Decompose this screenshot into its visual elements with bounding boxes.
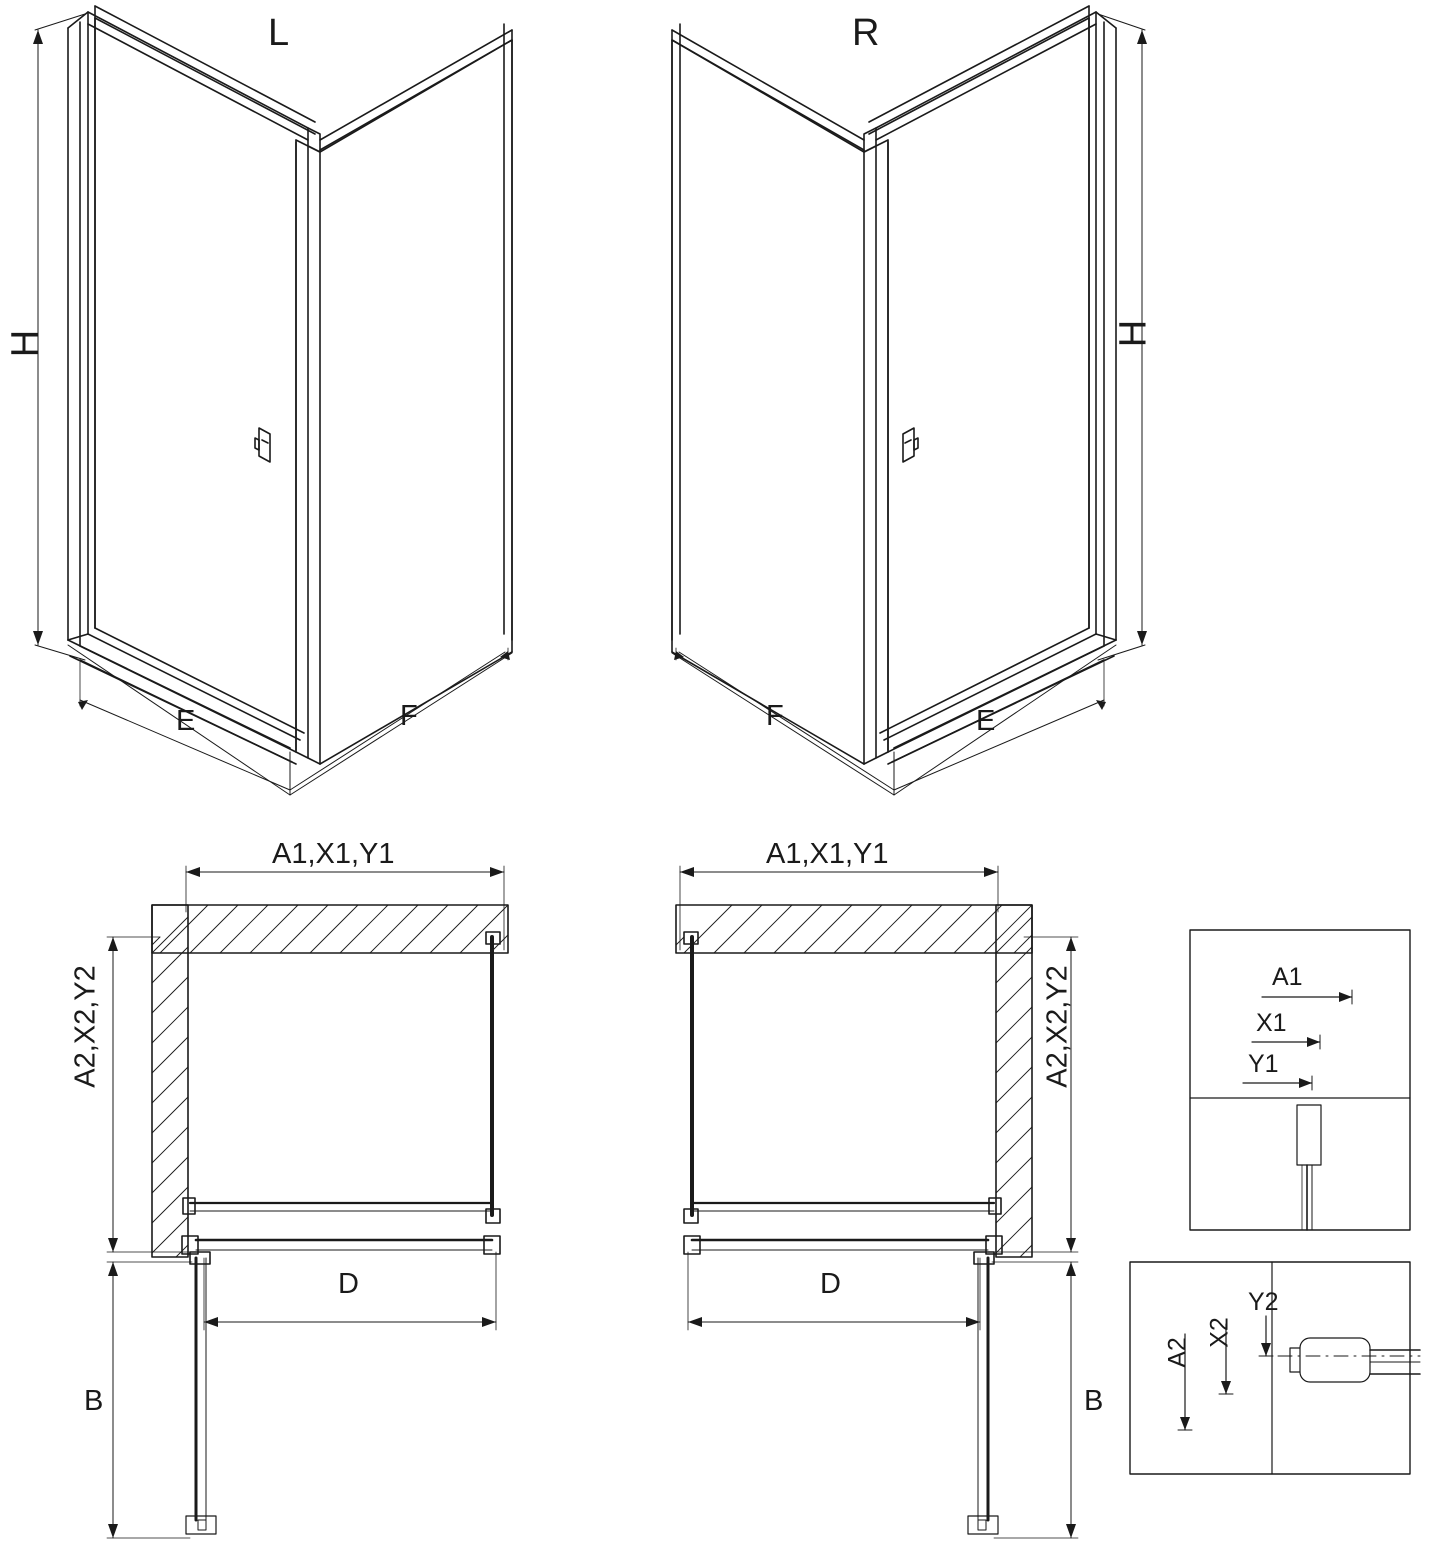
iso-right-height-label: H bbox=[1112, 319, 1155, 348]
plan-left-swing-dimension-label: B bbox=[84, 1385, 104, 1417]
iso-right-label-e: E bbox=[976, 705, 996, 737]
plan-view-left bbox=[107, 866, 508, 1538]
detail-bottom-label-a2: A2 bbox=[1163, 1337, 1192, 1368]
iso-left-label-f: F bbox=[400, 700, 418, 732]
detail-top-label-y1: Y1 bbox=[1248, 1050, 1279, 1078]
detail-top-label-a1: A1 bbox=[1272, 963, 1303, 991]
plan-right-top-dimension-label: A1,X1,Y1 bbox=[766, 838, 889, 870]
iso-left-height-label: H bbox=[4, 329, 47, 358]
iso-right-variant-label: R bbox=[852, 12, 880, 54]
iso-left-variant-label: L bbox=[268, 12, 290, 54]
plan-right-inner-dimension-label: D bbox=[820, 1268, 841, 1300]
plan-right-swing-dimension-label: B bbox=[1084, 1385, 1104, 1417]
plan-right-side-dimension-label: A2,X2,Y2 bbox=[1041, 965, 1074, 1088]
plan-left-top-dimension-label: A1,X1,Y1 bbox=[272, 838, 395, 870]
plan-left-inner-dimension-label: D bbox=[338, 1268, 359, 1300]
plan-view-right bbox=[676, 866, 1078, 1538]
plan-left-side-dimension-label: A2,X2,Y2 bbox=[69, 965, 102, 1088]
iso-view-right bbox=[672, 6, 1147, 795]
iso-view-left bbox=[33, 6, 512, 795]
detail-bottom-label-y2: Y2 bbox=[1248, 1288, 1279, 1316]
detail-top-label-x1: X1 bbox=[1256, 1009, 1287, 1037]
detail-bottom-label-x2: X2 bbox=[1205, 1317, 1234, 1348]
iso-right-label-f: F bbox=[766, 700, 784, 732]
iso-left-label-e: E bbox=[176, 705, 196, 737]
